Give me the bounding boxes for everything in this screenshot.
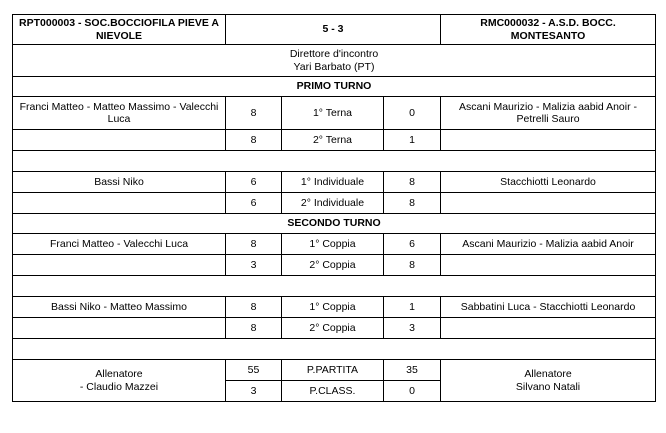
away-score: 8 [384, 193, 441, 214]
table-row [13, 130, 656, 151]
away-score: 1 [384, 130, 441, 151]
match-score: 5 - 3 [226, 15, 441, 45]
game-type: 2° Coppia [282, 318, 384, 339]
home-score: 8 [226, 318, 282, 339]
game-type: 1° Coppia [282, 234, 384, 255]
home-score: 6 [226, 193, 282, 214]
class-label: P.CLASS. [282, 381, 384, 402]
turno1-title: PRIMO TURNO [13, 77, 656, 97]
home-score: 8 [226, 130, 282, 151]
director-row [13, 45, 656, 77]
home-coach-cell [13, 360, 226, 402]
away-coach-name: Silvano Natali [515, 380, 581, 393]
director-label: Direttore d'incontro [289, 48, 379, 61]
away-score: 8 [384, 255, 441, 276]
home-players: Franci Matteo - Matteo Massimo - Valecchi Luca [13, 97, 226, 130]
spacer-row [13, 276, 656, 297]
home-players: Bassi Niko [13, 172, 226, 193]
table-row [13, 255, 656, 276]
home-coach-label: Allenatore [95, 368, 143, 381]
away-players [441, 255, 656, 276]
spacer-row [13, 339, 656, 360]
turno1-title-row [13, 77, 656, 97]
table-row [13, 297, 656, 318]
away-score: 3 [384, 318, 441, 339]
table-row [13, 193, 656, 214]
home-players [13, 318, 226, 339]
home-team: RPT000003 - SOC.BOCCIOFILA PIEVE A NIEVOLE [13, 15, 226, 45]
match-report-table [12, 14, 656, 402]
director-cell [13, 45, 656, 77]
game-type: 1° Individuale [282, 172, 384, 193]
away-team: RMC000032 - A.S.D. BOCC. MONTESANTO [441, 15, 656, 45]
home-players: Bassi Niko - Matteo Massimo [13, 297, 226, 318]
director-name: Yari Barbato (PT) [293, 60, 375, 73]
away-players: Ascani Maurizio - Malizia aabid Anoir - Petrelli Sauro [441, 97, 656, 130]
home-score: 6 [226, 172, 282, 193]
spacer-row [13, 151, 656, 172]
partita-away: 35 [384, 360, 441, 381]
table-row [13, 172, 656, 193]
game-type: 2° Individuale [282, 193, 384, 214]
table-row [13, 318, 656, 339]
home-players [13, 193, 226, 214]
away-players: Sabbatini Luca - Stacchiotti Leonardo [441, 297, 656, 318]
class-home: 3 [226, 381, 282, 402]
footer-row-partita [13, 360, 656, 381]
class-away: 0 [384, 381, 441, 402]
game-type: 2° Coppia [282, 255, 384, 276]
away-coach-cell [441, 360, 656, 402]
away-score: 0 [384, 97, 441, 130]
partita-label: P.PARTITA [282, 360, 384, 381]
home-players: Franci Matteo - Valecchi Luca [13, 234, 226, 255]
partita-home: 55 [226, 360, 282, 381]
home-score: 8 [226, 97, 282, 130]
home-players [13, 130, 226, 151]
away-players [441, 130, 656, 151]
home-score: 8 [226, 297, 282, 318]
game-type: 2° Terna [282, 130, 384, 151]
home-players [13, 255, 226, 276]
turno2-title-row [13, 214, 656, 234]
table-row [13, 234, 656, 255]
away-score: 8 [384, 172, 441, 193]
away-players [441, 193, 656, 214]
header-row [13, 15, 656, 45]
game-type: 1° Terna [282, 97, 384, 130]
away-players: Stacchiotti Leonardo [441, 172, 656, 193]
game-type: 1° Coppia [282, 297, 384, 318]
away-score: 1 [384, 297, 441, 318]
home-score: 8 [226, 234, 282, 255]
table-row [13, 97, 656, 130]
turno2-title: SECONDO TURNO [13, 214, 656, 234]
away-players: Ascani Maurizio - Malizia aabid Anoir [441, 234, 656, 255]
away-players [441, 318, 656, 339]
home-score: 3 [226, 255, 282, 276]
home-coach-name: - Claudio Mazzei [79, 380, 159, 393]
away-coach-label: Allenatore [524, 368, 572, 381]
away-score: 6 [384, 234, 441, 255]
